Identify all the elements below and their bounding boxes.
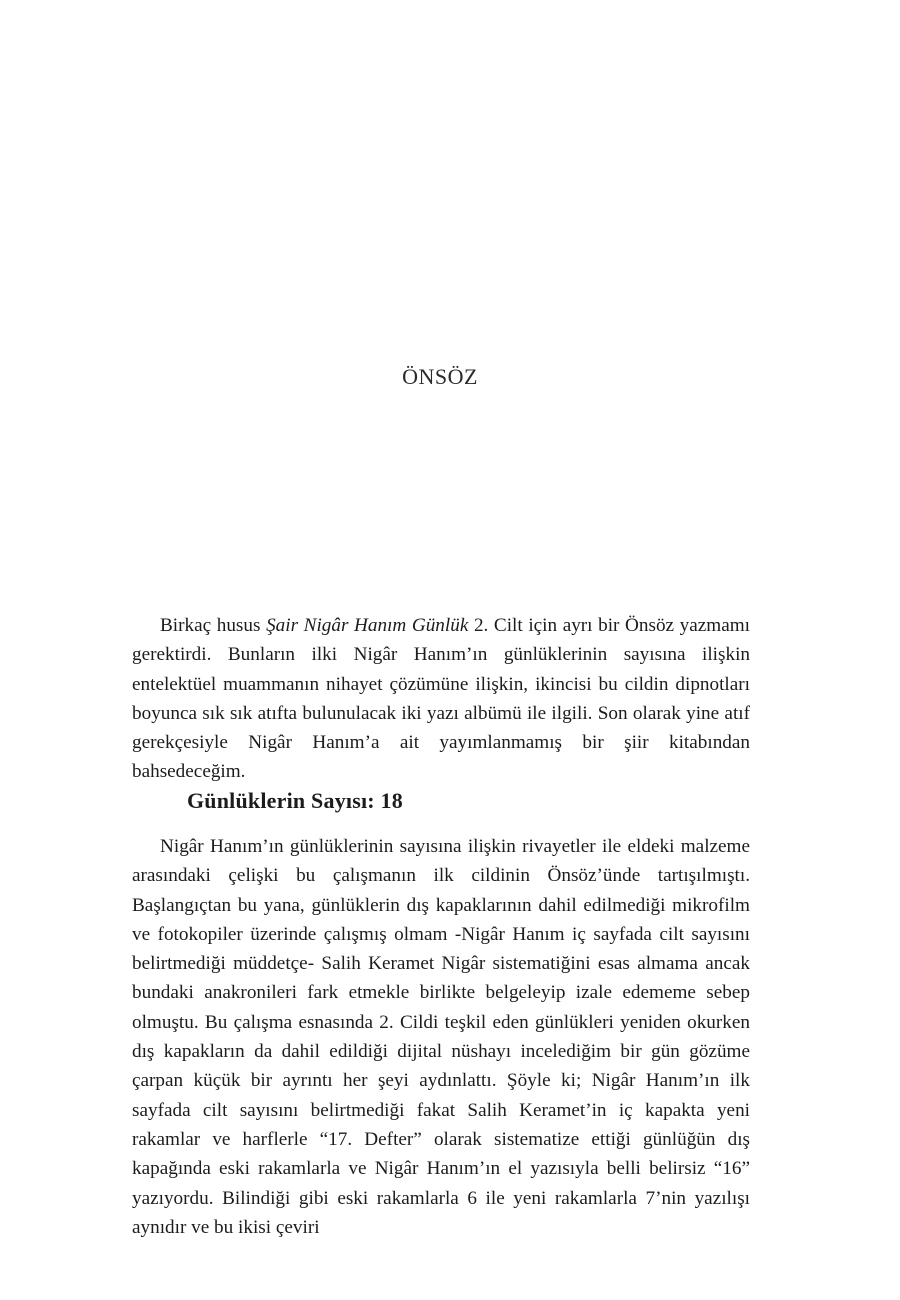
chapter-title: ÖNSÖZ — [402, 364, 478, 389]
section-heading: Günlüklerin Sayısı: 18 — [187, 788, 403, 813]
intro-rest: 2. Cilt için ayrı bir Önsöz yazmamı gerektirdi. Bunların ilki Nigâr Hanım’ın günlüklerinin sayısına ilişkin entelektüel muammanın nihayet çözümüne ilişkin, ikincisi bu cildin dipnotları boyunca sık sık atıfta bulunulacak iki yazı albümü ile ilgili. Son olarak yine atıf gerekçesiyle Nigâr Hanım’a ait yayımlanmamış bir şiir kitabından bahsedeceğim. — [132, 615, 750, 783]
intro-paragraph — [132, 611, 750, 787]
book-title: Şair Nigâr Hanım Günlük — [266, 615, 469, 636]
section-paragraph: Nigâr Hanım’ın günlüklerinin sayısına ilişkin rivayetler ile eldeki malzeme arasındaki çelişki bu çalışmanın ilk cildinin Önsöz’ünde tartışılmıştı. Başlangıçtan bu yana, günlüklerin dış kapaklarının dahil edilmediği mikrofilm ve fotokopiler üzerinde çalışmış olmam -Nigâr Hanım iç sayfada cilt sayısını belirtmediği müddetçe- Salih Keramet Nigâr sistematiğini esas almama ancak bundaki anakronileri fark etmekle birlikte belgeleyip izale edememe sebep olmuştu. Bu çalışma esnasında 2. Cildi teşkil eden günlükleri yeniden okurken dış kapakların da dahil edildiği dijital nüshayı incelediğim bir gün gözüme çarpan küçük bir ayrıntı her şeyi aydınlattı. Şöyle ki; Nigâr Hanım’ın ilk sayfada cilt sayısını belirtmediği fakat Salih Keramet’in iç kapakta yeni rakamlar ve harflerle “17. Defter” olarak sistematize ettiği günlüğün dış kapağında eski rakamlarla ve Nigâr Hanım’ın el yazısıyla belli belirsiz “16” yazıyordu. Bilindiği gibi eski rakamlarla 6 ile yeni rakamlarla 7’nin yazılışı aynıdır ve bu ikisi çeviri — [132, 836, 750, 1238]
intro-lead: Birkaç husus — [160, 615, 267, 636]
section-paragraph-block — [132, 832, 750, 1242]
intro-paragraph-block — [132, 611, 750, 787]
